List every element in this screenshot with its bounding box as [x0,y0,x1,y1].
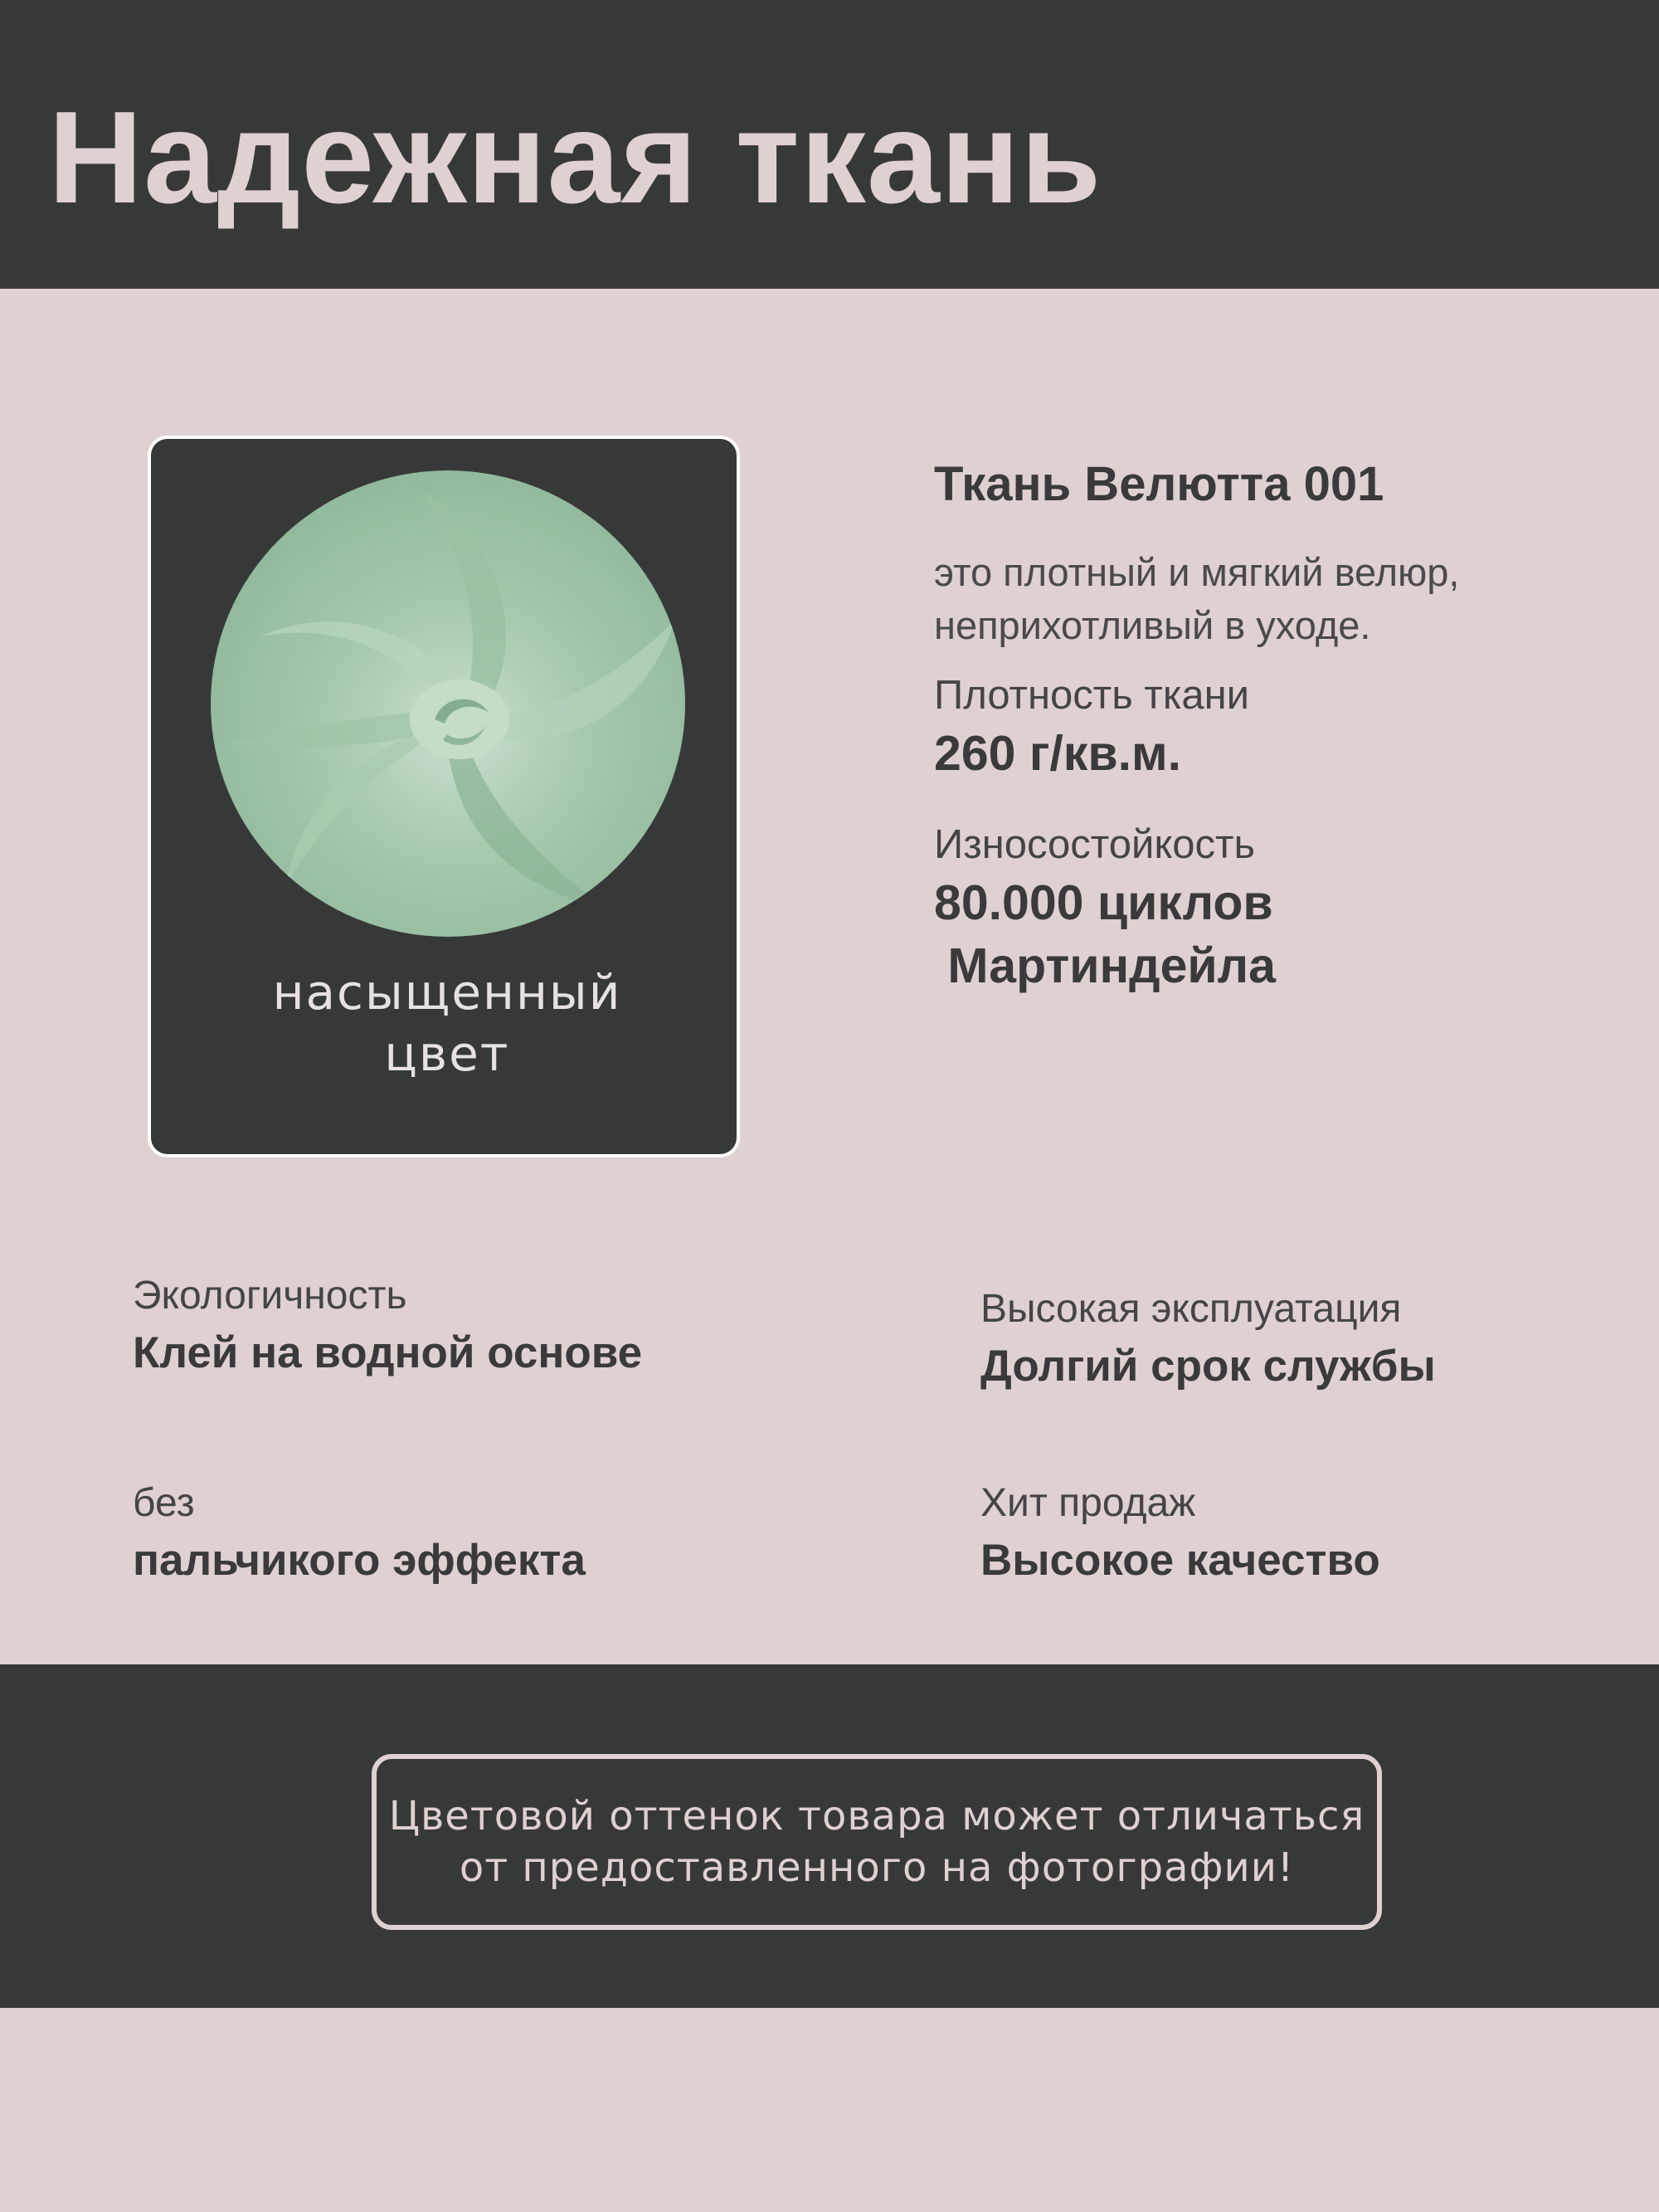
feature-hit-value: Высокое качество [980,1536,1380,1585]
page-title: Надежная ткань [48,85,1102,231]
density-value: 260 г/кв.м. [934,726,1182,781]
feature-hit [980,1479,1659,1590]
caption-line-2: цвет [384,1026,510,1082]
wear-value-line-1: 80.000 циклов [934,875,1273,930]
feature-eco-label: Экологичность [133,1274,407,1318]
product-description [934,546,1614,652]
wear-label: Износостойкость [934,822,1256,867]
product-info [934,455,1614,997]
wear-value-line-2: Мартиндейла [934,938,1276,993]
feature-usage [980,1284,1659,1396]
description-line-2: неприхотливый в уходе. [934,603,1371,647]
feature-eco-value: Клей на водной основе [133,1328,643,1377]
description-line-1: это плотный и мягкий велюр, [934,550,1460,594]
density-label: Плотность ткани [934,673,1250,718]
feature-eco [133,1271,813,1382]
color-disclaimer [372,1754,1382,1930]
caption-line-1: насыщенный [272,964,622,1021]
feature-hit-label: Хит продаж [980,1481,1196,1525]
card-caption [151,962,743,1084]
disclaimer-line-1: Цветовой оттенок товара может отличаться [388,1793,1365,1839]
feature-finger-value: пальчикого эффекта [133,1536,586,1585]
footer-bar [0,1664,1659,2008]
fabric-swatch-image [211,470,685,937]
feature-finger [133,1479,813,1590]
feature-usage-value: Долгий срок службы [980,1342,1436,1391]
color-card [148,436,740,1157]
product-name: Ткань Велютта 001 [934,457,1384,511]
feature-finger-label: без [133,1481,195,1525]
disclaimer-line-2: от предоставленного на фотографии! [459,1844,1295,1891]
feature-usage-label: Высокая эксплуатация [980,1287,1402,1331]
wear-value [934,871,1614,997]
header-bar [0,0,1659,289]
